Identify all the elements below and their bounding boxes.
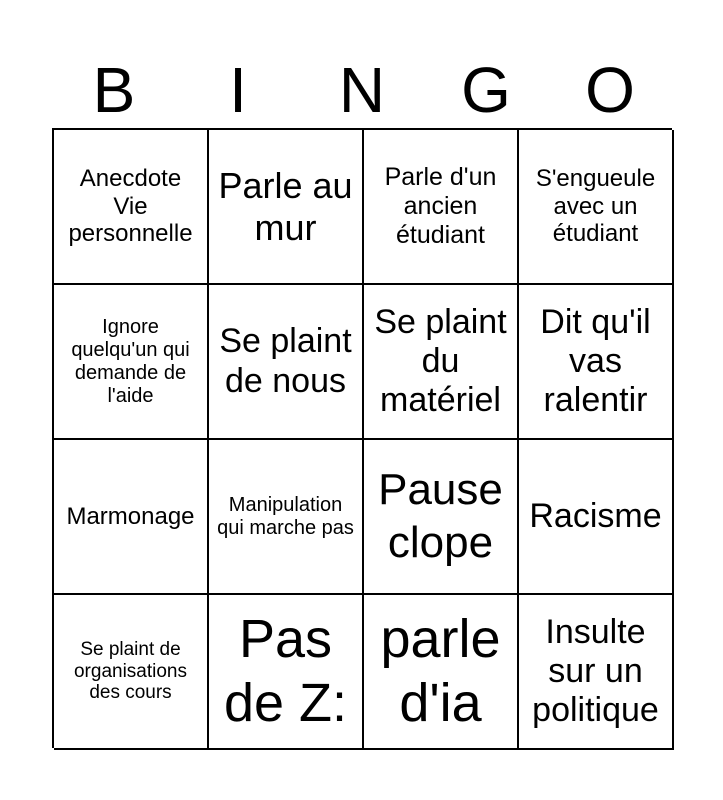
bingo-cell[interactable]: Insulte sur un politique <box>519 595 674 750</box>
bingo-cell[interactable]: S'engueule avec un étudiant <box>519 130 674 285</box>
header-letter-g: G <box>461 54 511 126</box>
bingo-cell[interactable]: Parle d'un ancien étudiant <box>364 130 519 285</box>
bingo-cell[interactable]: parle d'ia <box>364 595 519 750</box>
bingo-cell[interactable]: Se plaint de organisations des cours <box>54 595 209 750</box>
bingo-cell[interactable]: Se plaint de nous <box>209 285 364 440</box>
bingo-cell[interactable]: Pause clope <box>364 440 519 595</box>
header-letter-b: B <box>92 54 136 126</box>
bingo-cell[interactable]: Ignore quelqu'un qui demande de l'aide <box>54 285 209 440</box>
header-letter-i: I <box>229 54 247 126</box>
bingo-cell[interactable]: Manipulation qui marche pas <box>209 440 364 595</box>
bingo-cell[interactable]: Dit qu'il vas ralentir <box>519 285 674 440</box>
bingo-cell[interactable]: Marmonage <box>54 440 209 595</box>
bingo-cell[interactable]: Racisme <box>519 440 674 595</box>
header-letter-n: N <box>338 54 386 126</box>
bingo-cell[interactable]: Anecdote Vie personnelle <box>54 130 209 285</box>
bingo-cell[interactable]: Parle au mur <box>209 130 364 285</box>
bingo-header <box>52 52 672 128</box>
bingo-cell[interactable]: Se plaint du matériel <box>364 285 519 440</box>
header-letter-o: O <box>585 54 635 126</box>
bingo-grid <box>52 128 672 748</box>
bingo-cell[interactable]: Pas de Z: <box>209 595 364 750</box>
